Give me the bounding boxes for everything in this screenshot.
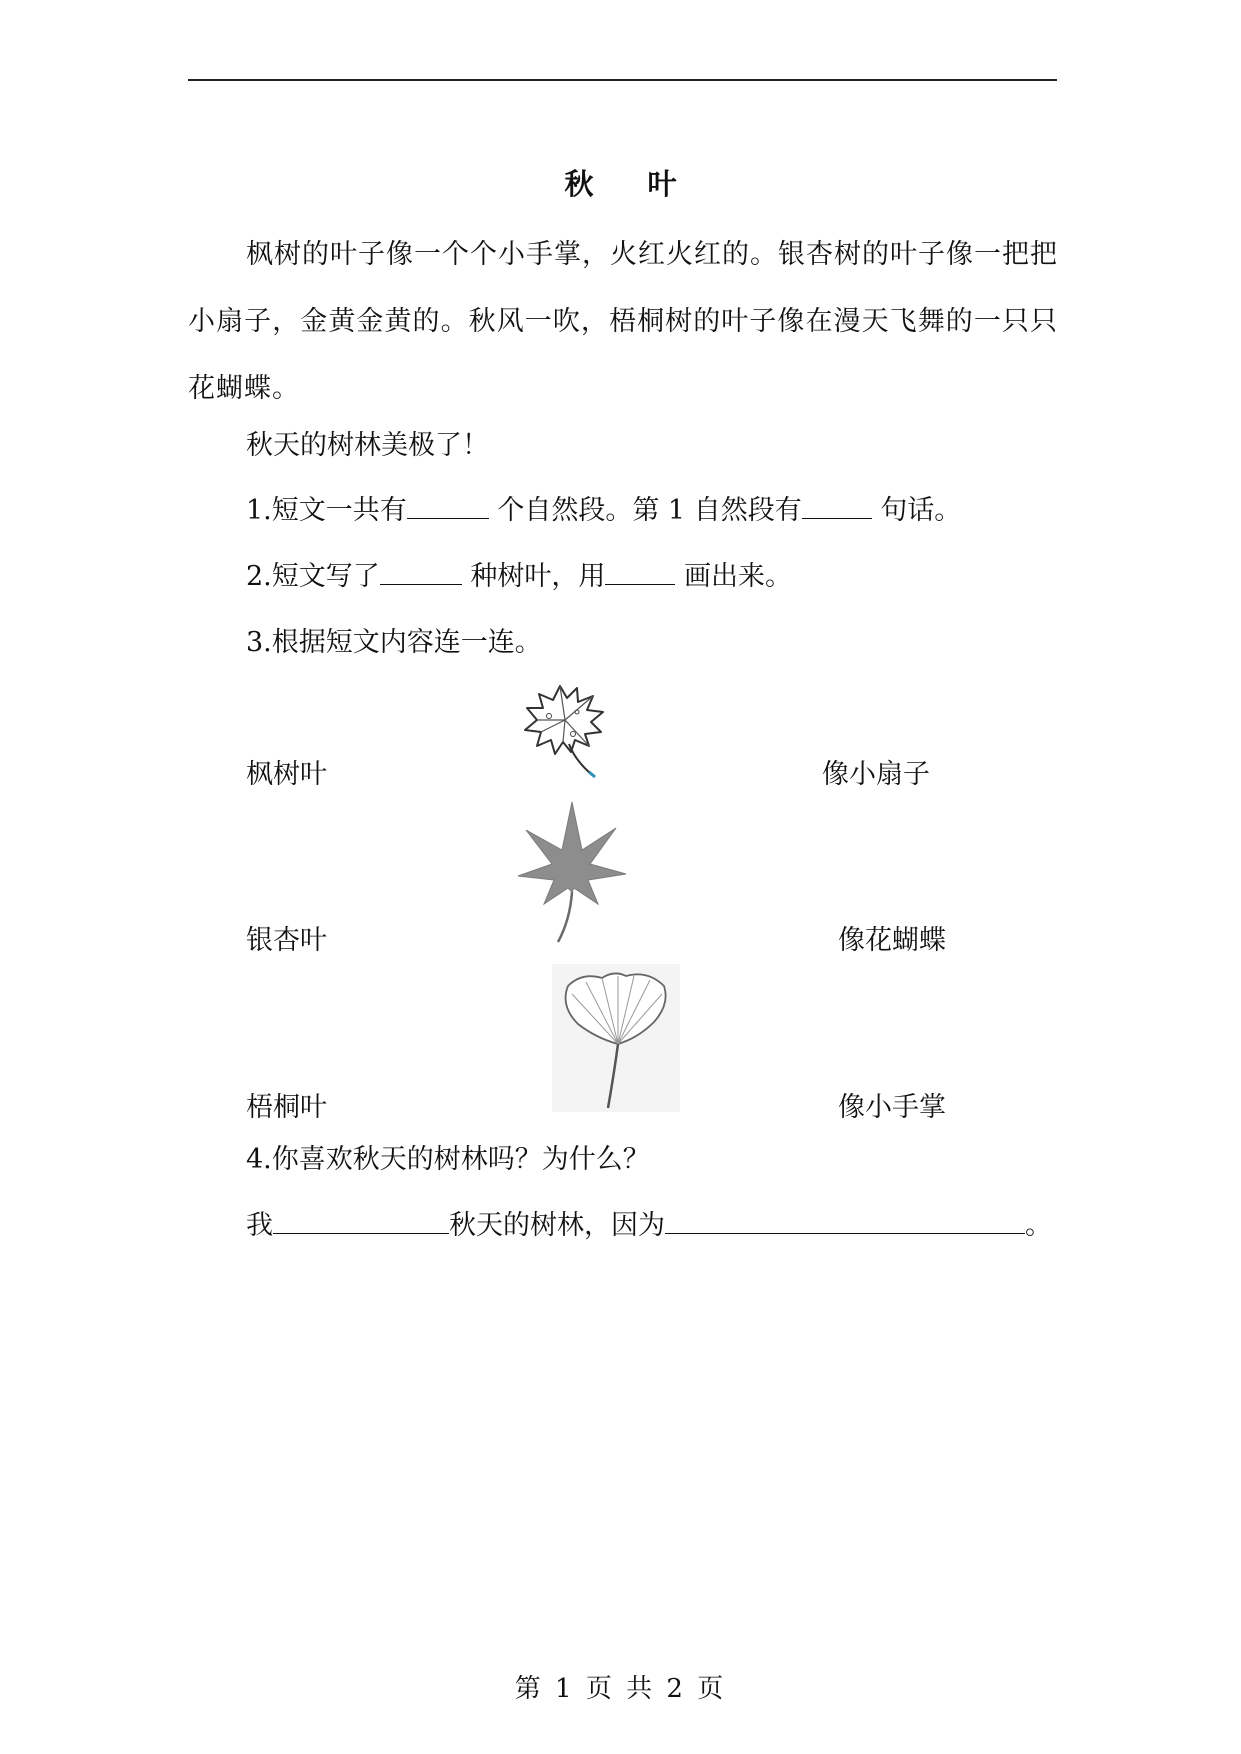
match-left-ginkgo[interactable]: 银杏叶 (246, 925, 327, 956)
match-right-hand[interactable]: 像小手掌 (838, 1092, 946, 1123)
q1-blank-sentences[interactable] (802, 492, 872, 519)
match-left-wutong[interactable]: 梧桐叶 (246, 1092, 327, 1123)
question-4: 4.你喜欢秋天的树林吗？为什么？ (246, 1144, 650, 1175)
question-2 (246, 554, 792, 593)
q2-text-a: 2.短文写了 (246, 561, 380, 592)
maple-leaf-icon (515, 678, 615, 783)
match-right-butterfly[interactable]: 像花蝴蝶 (838, 925, 946, 956)
answer-text-c: 。 (1025, 1210, 1052, 1241)
question-3: 3.根据短文内容连一连。 (246, 627, 542, 658)
paragraph-2: 秋天的树林美极了！ (246, 430, 489, 461)
q2-blank-count[interactable] (380, 558, 462, 585)
question-1 (246, 488, 961, 527)
answer-blank-reason[interactable] (665, 1207, 1025, 1234)
q1-blank-paragraphs[interactable] (407, 492, 489, 519)
answer-line (246, 1203, 1052, 1242)
q1-text-a: 1.短文一共有 (246, 495, 407, 526)
paragraph-1: 枫树的叶子像一个个小手掌，火红火红的。银杏树的叶子像一把把小扇子，金黄金黄的。秋风一吹，梧桐树的叶子像在漫天飞舞的一只只花蝴蝶。 (188, 239, 1058, 404)
star-leaf-icon (512, 800, 632, 945)
q2-blank-mark[interactable] (605, 558, 675, 585)
page-footer: 第 1 页 共 2 页 (514, 1674, 727, 1704)
match-right-fan[interactable]: 像小扇子 (822, 759, 930, 790)
header-rule (188, 79, 1057, 81)
answer-text-b: 秋天的树林，因为 (449, 1210, 665, 1241)
answer-text-a: 我 (246, 1210, 273, 1241)
answer-blank-like[interactable] (273, 1207, 449, 1234)
match-left-maple[interactable]: 枫树叶 (246, 759, 327, 790)
q2-text-c: 画出来。 (675, 561, 792, 592)
q1-text-b: 个自然段。第 1 自然段有 (488, 495, 802, 526)
ginkgo-leaf-icon (552, 964, 680, 1112)
q2-text-b: 种树叶，用 (461, 561, 606, 592)
q1-text-c: 句话。 (871, 495, 962, 526)
page-title: 秋 叶 (564, 167, 699, 201)
